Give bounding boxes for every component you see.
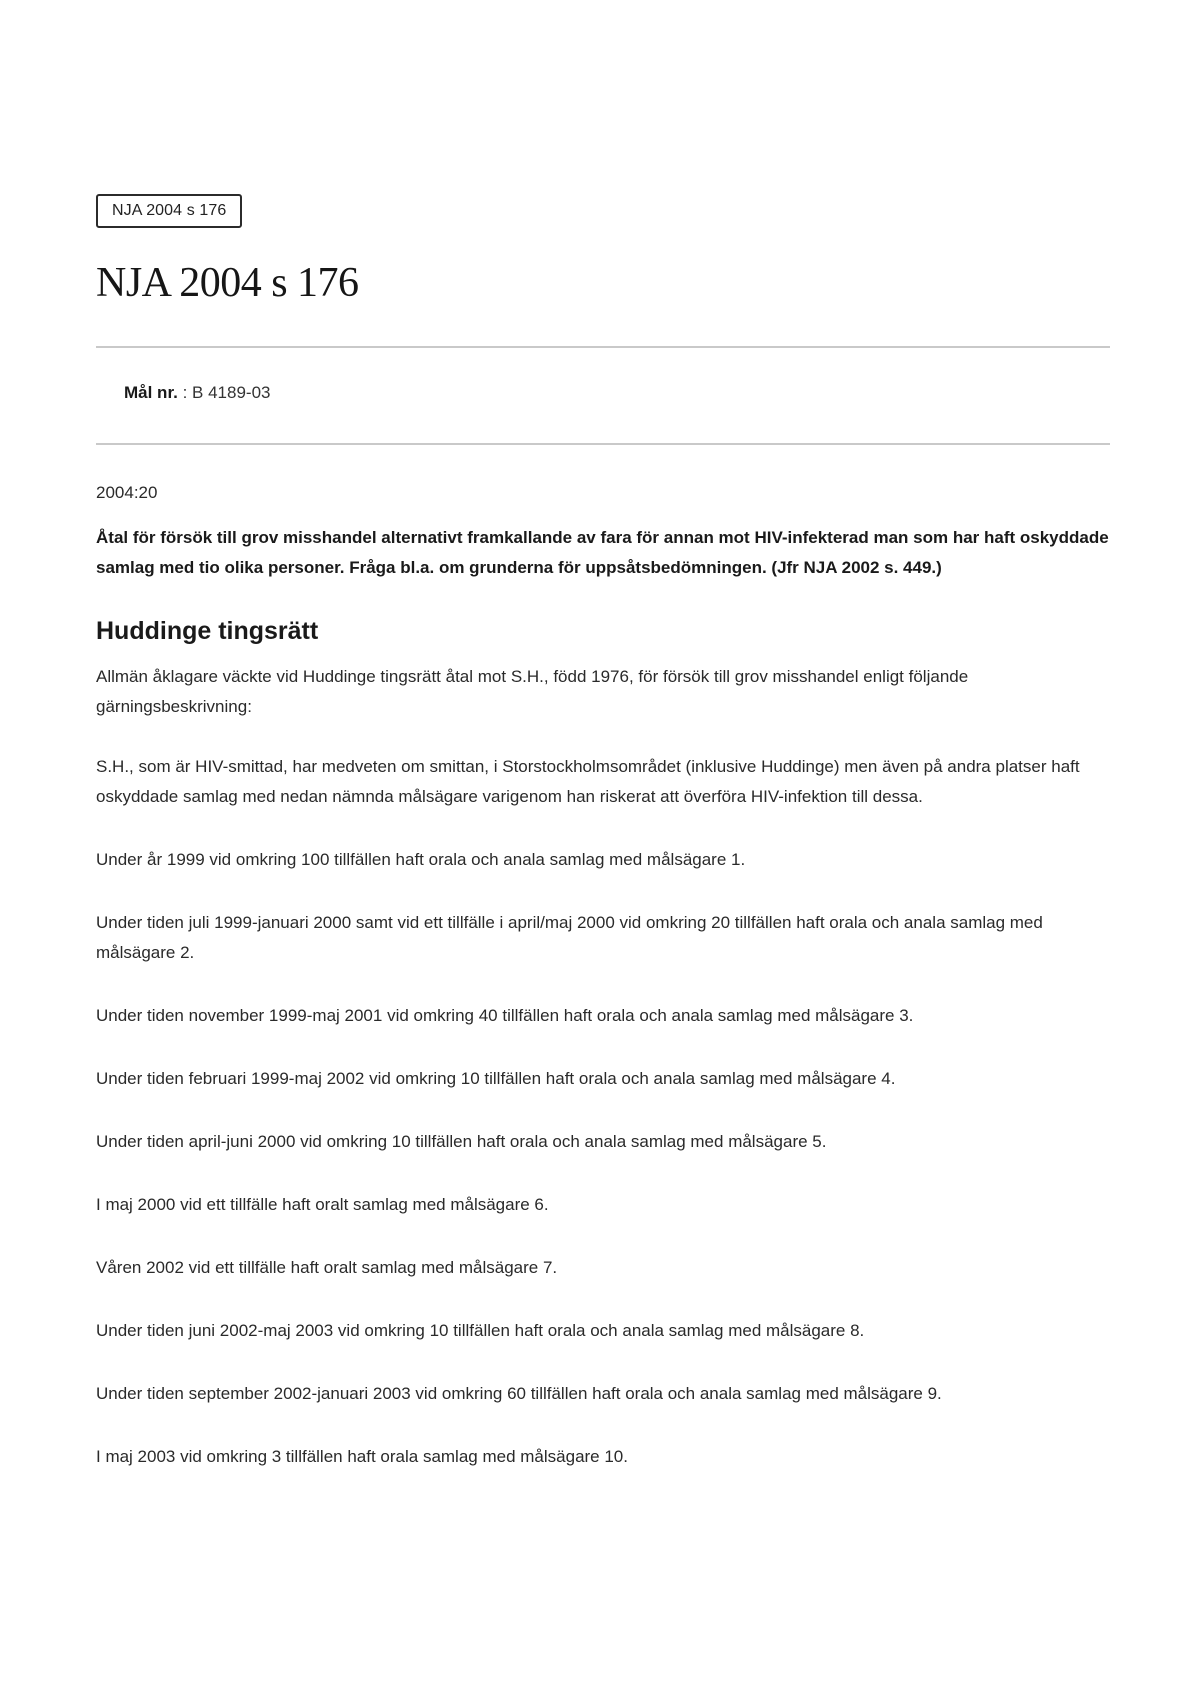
section-intro: Allmän åklagare väckte vid Huddinge tingsrätt åtal mot S.H., född 1976, för försök till grov misshandel enligt följande gärningsbeskrivning:	[96, 667, 969, 717]
case-number-value: B 4189-03	[192, 383, 271, 403]
incident-item: I maj 2000 vid ett tillfälle haft oralt samlag med målsägare 6.	[96, 1195, 549, 1215]
incident-list	[96, 845, 1110, 1472]
reference-code: 2004:20	[96, 483, 158, 503]
incident-item: Under tiden februari 1999-maj 2002 vid omkring 10 tillfällen haft orala och anala samlag med målsägare 4.	[96, 1069, 896, 1089]
incident-item: Under tiden september 2002-januari 2003 vid omkring 60 tillfällen haft orala och anala samlag med målsägare 9.	[96, 1384, 942, 1404]
incident-item: I maj 2003 vid omkring 3 tillfällen haft orala samlag med målsägare 10.	[96, 1447, 628, 1467]
offense-description: S.H., som är HIV-smittad, har medveten om smittan, i Storstockholmsområdet (inklusive Huddinge) men även på andra platser haft oskyddade samlag med nedan nämnda målsägare varigenom han riskerat att överföra HIV-infektion till dessa.	[96, 757, 1080, 807]
document-badge: NJA 2004 s 176	[96, 194, 242, 228]
case-number-row	[96, 348, 1110, 443]
case-number-separator: :	[177, 383, 193, 403]
incident-item: Under år 1999 vid omkring 100 tillfällen haft orala och anala samlag med målsägare 1.	[96, 850, 746, 870]
incident-item: Under tiden juli 1999-januari 2000 samt vid ett tillfälle i april/maj 2000 vid omkring 20 tillfällen haft orala och anala samlag med målsägare 2.	[96, 913, 1043, 963]
divider-bottom	[96, 443, 1110, 445]
incident-item: Under tiden juni 2002-maj 2003 vid omkring 10 tillfällen haft orala och anala samlag med målsägare 8.	[96, 1321, 865, 1341]
case-summary: Åtal för försök till grov misshandel alternativt framkallande av fara för annan mot HIV-infekterad man som har haft oskyddade samlag med tio olika personer. Fråga bl.a. om grunderna för uppsåtsbedömningen. (Jfr NJA 2002 s. 449.)	[96, 528, 1109, 578]
section-heading: Huddinge tingsrätt	[96, 617, 319, 646]
incident-item: Under tiden april-juni 2000 vid omkring 10 tillfällen haft orala och anala samlag med målsägare 5.	[96, 1132, 827, 1152]
incident-item: Under tiden november 1999-maj 2001 vid omkring 40 tillfällen haft orala och anala samlag med målsägare 3.	[96, 1006, 914, 1026]
document-page	[96, 194, 1110, 1472]
case-number-label: Mål nr.	[124, 383, 178, 403]
incident-item: Våren 2002 vid ett tillfälle haft oralt samlag med målsägare 7.	[96, 1258, 558, 1278]
page-title: NJA 2004 s 176	[96, 260, 359, 306]
